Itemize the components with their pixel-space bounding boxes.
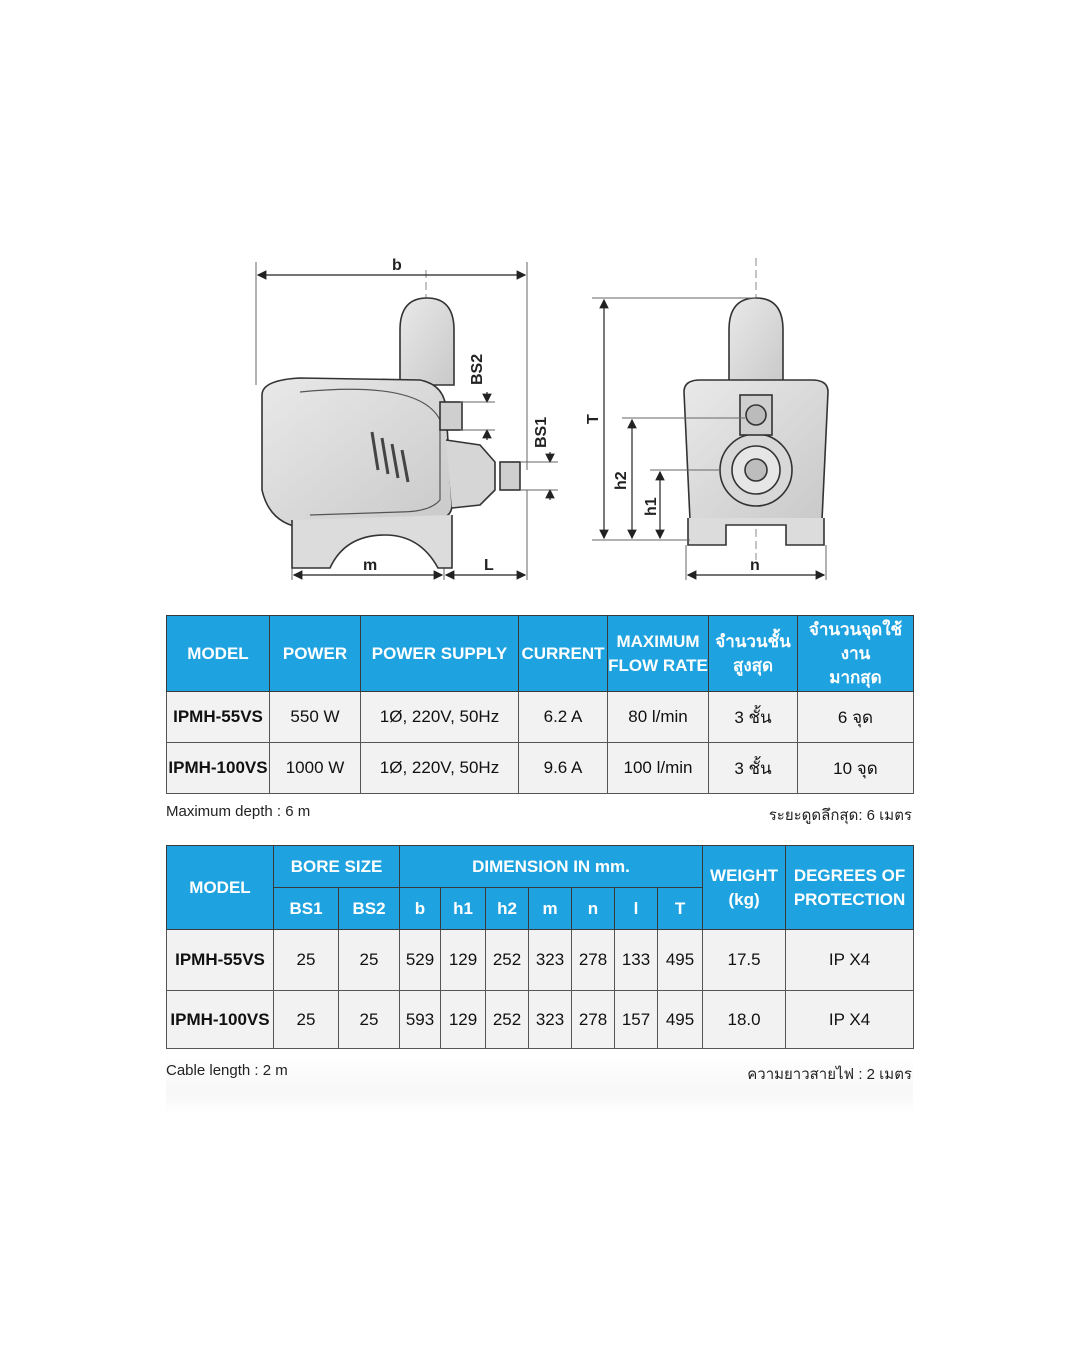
cell-n: 278 — [572, 930, 615, 991]
cell-model: IPMH-100VS — [167, 743, 270, 794]
table-header-row — [167, 616, 914, 692]
table-header-row — [167, 846, 914, 888]
cell-bs1: 25 — [274, 930, 339, 991]
table-row — [167, 930, 914, 991]
dim-label-T: T — [585, 414, 602, 424]
cell-points: 10 จุด — [798, 743, 914, 794]
header-weight-line1: WEIGHT — [710, 865, 779, 885]
header-flow-rate-line1: MAXIMUM — [616, 631, 700, 651]
cell-supply: 1Ø, 220V, 50Hz — [361, 692, 519, 743]
dim-label-bs1: BS1 — [533, 416, 550, 448]
header-m: m — [529, 888, 572, 930]
dim-label-h1: h1 — [643, 497, 660, 516]
cell-weight: 17.5 — [703, 930, 786, 991]
cell-model: IPMH-100VS — [167, 991, 274, 1049]
header-points-line1: จำนวนจุดใช้งาน — [808, 619, 903, 663]
header-current: CURRENT — [519, 616, 608, 692]
cell-h2: 252 — [486, 991, 529, 1049]
max-depth-note-thai: ระยะดูดลึกสุด: 6 เมตร — [768, 807, 912, 824]
header-floors — [709, 616, 798, 692]
header-points — [798, 616, 914, 692]
cell-h1: 129 — [441, 930, 486, 991]
cell-bs1: 25 — [274, 991, 339, 1049]
cell-T: 495 — [658, 930, 703, 991]
cell-protection: IP X4 — [786, 930, 914, 991]
pump-dimension-diagram — [0, 0, 1080, 610]
cell-weight: 18.0 — [703, 991, 786, 1049]
dim-label-n: n — [750, 557, 760, 574]
dim-label-b: b — [392, 257, 402, 274]
cell-protection: IP X4 — [786, 991, 914, 1049]
cell-m: 323 — [529, 930, 572, 991]
cell-m: 323 — [529, 991, 572, 1049]
performance-table — [166, 615, 914, 794]
cable-length-note: Cable length : 2 m — [166, 1062, 288, 1079]
cell-points: 6 จุด — [798, 692, 914, 743]
cell-l: 133 — [615, 930, 658, 991]
cell-power: 1000 W — [270, 743, 361, 794]
dim-label-bs2: BS2 — [469, 353, 486, 385]
header-bs1: BS1 — [274, 888, 339, 930]
header-model: MODEL — [167, 616, 270, 692]
header-power: POWER — [270, 616, 361, 692]
cell-model: IPMH-55VS — [167, 692, 270, 743]
header-T: T — [658, 888, 703, 930]
header-floors-line1: จำนวนชั้น — [715, 631, 791, 651]
header-flow-rate-line2: FLOW RATE — [608, 655, 708, 675]
header-bore-size: BORE SIZE — [274, 846, 400, 888]
header-weight-line2: (kg) — [728, 889, 760, 909]
cell-h1: 129 — [441, 991, 486, 1049]
header-model: MODEL — [167, 846, 274, 930]
header-protection — [786, 846, 914, 930]
table-row — [167, 692, 914, 743]
cell-b: 593 — [400, 991, 441, 1049]
cell-flow: 80 l/min — [608, 692, 709, 743]
cell-b: 529 — [400, 930, 441, 991]
cell-l: 157 — [615, 991, 658, 1049]
header-weight — [703, 846, 786, 930]
header-dimension: DIMENSION IN mm. — [400, 846, 703, 888]
dimension-table — [166, 845, 914, 1049]
front-view — [684, 258, 828, 560]
cell-current: 6.2 A — [519, 692, 608, 743]
cell-bs2: 25 — [339, 991, 400, 1049]
cell-supply: 1Ø, 220V, 50Hz — [361, 743, 519, 794]
cell-h2: 252 — [486, 930, 529, 991]
header-b: b — [400, 888, 441, 930]
cell-power: 550 W — [270, 692, 361, 743]
dim-label-L: L — [484, 557, 494, 574]
header-l: l — [615, 888, 658, 930]
header-power-supply: POWER SUPPLY — [361, 616, 519, 692]
side-view — [256, 262, 527, 580]
header-h1: h1 — [441, 888, 486, 930]
header-floors-line2: สูงสุด — [732, 655, 774, 675]
pump-drawing — [0, 0, 1080, 610]
cell-bs2: 25 — [339, 930, 400, 991]
table-row — [167, 991, 914, 1049]
header-n: n — [572, 888, 615, 930]
header-flow-rate — [608, 616, 709, 692]
cell-T: 495 — [658, 991, 703, 1049]
cell-n: 278 — [572, 991, 615, 1049]
cell-floors: 3 ชั้น — [709, 692, 798, 743]
header-protection-line2: PROTECTION — [793, 889, 906, 909]
table-row — [167, 743, 914, 794]
max-depth-note: Maximum depth : 6 m — [166, 803, 311, 820]
header-h2: h2 — [486, 888, 529, 930]
cell-floors: 3 ชั้น — [709, 743, 798, 794]
cell-model: IPMH-55VS — [167, 930, 274, 991]
dim-label-h2: h2 — [613, 471, 630, 490]
header-protection-line1: DEGREES OF — [793, 865, 906, 885]
cell-flow: 100 l/min — [608, 743, 709, 794]
cable-length-note-thai: ความยาวสายไฟ : 2 เมตร — [747, 1066, 912, 1083]
dim-label-m: m — [363, 557, 378, 574]
header-points-line2: มากสุด — [829, 667, 882, 687]
header-bs2: BS2 — [339, 888, 400, 930]
cell-current: 9.6 A — [519, 743, 608, 794]
